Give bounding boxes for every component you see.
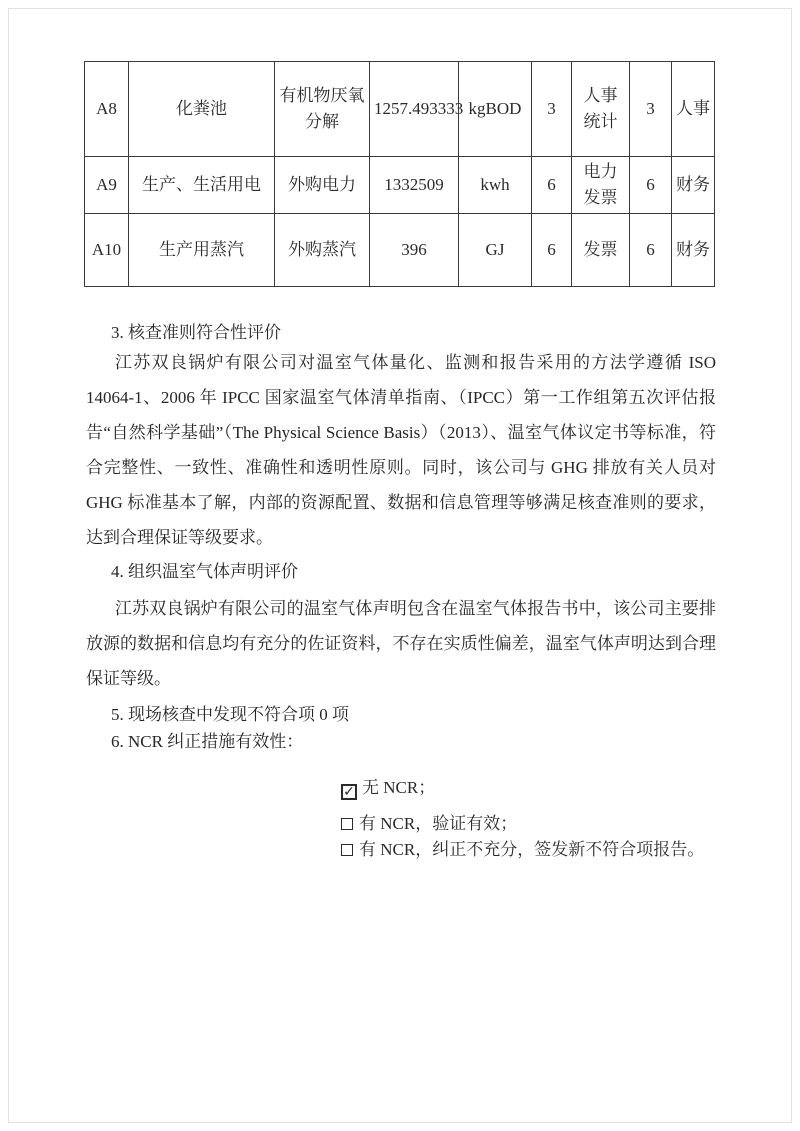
unit-cell: kgBOD: [459, 62, 532, 157]
section-heading-3: 3. 核查准则符合性评价: [111, 323, 281, 342]
activity-id-cell: A10: [85, 214, 129, 287]
department-cell: 财务: [672, 157, 715, 214]
department-cell: 人事: [672, 62, 715, 157]
activity-name-cell: 化粪池: [129, 62, 275, 157]
checkbox-unchecked-icon[interactable]: [341, 844, 353, 856]
activity-id-cell: A9: [85, 157, 129, 214]
section-3-paragraph: 江苏双良锅炉有限公司对温室气体量化、监测和报告采用的方法学遵循 ISO 14064-1、2006 年 IPCC 国家温室气体清单指南、（IPCC）第一工作组第五次评估报告“自然科学基础”（The Physical Science Basis）（2013）、温室气体议定书等标准，符合完整性、一致性、准确性和透明性原则。同时，该公司与 GHG 排放有关人员对 GHG 标准基本了解，内部的资源配置、数据和信息管理等够满足核查准则的要求，达到合理保证等级要求。: [86, 353, 716, 547]
checklist-item-ncr-verified: [341, 811, 704, 837]
activity-value-cell: 396: [370, 214, 459, 287]
checklist-item-label: 有 NCR，纠正不充分，签发新不符合项报告。: [359, 840, 705, 859]
section-heading-6: 6. NCR 纠正措施有效性：: [111, 732, 304, 751]
checkbox-unchecked-icon[interactable]: [341, 818, 353, 830]
activity-name-cell: 生产用蒸汽: [129, 214, 275, 287]
activity-category-cell: 有机物厌氧分解: [275, 62, 370, 157]
count2-cell: 3: [630, 62, 672, 157]
table-row: [85, 62, 715, 157]
count1-cell: 3: [532, 62, 572, 157]
section-4-paragraph: 江苏双良锅炉有限公司的温室气体声明包含在温室气体报告书中，该公司主要排放源的数据和信息均有充分的佐证资料，不存在实质性偏差，温室气体声明达到合理保证等级。: [86, 599, 716, 688]
table-row: [85, 214, 715, 287]
count2-cell: 6: [630, 214, 672, 287]
ncr-checklist: [341, 775, 704, 863]
activity-id-cell: A8: [85, 62, 129, 157]
table-row: [85, 157, 715, 214]
section-heading-4: 4. 组织温室气体声明评价: [111, 562, 298, 581]
document-page: [8, 8, 792, 1123]
department-cell: 财务: [672, 214, 715, 287]
evidence-cell: 人事统计: [572, 62, 630, 157]
count1-cell: 6: [532, 157, 572, 214]
activity-value-cell: 1332509: [370, 157, 459, 214]
checklist-item-label: 无 NCR；: [362, 778, 436, 797]
unit-cell: kwh: [459, 157, 532, 214]
activity-name-cell: 生产、生活用电: [129, 157, 275, 214]
evidence-cell: 电力发票: [572, 157, 630, 214]
evidence-cell: 发票: [572, 214, 630, 287]
count2-cell: 6: [630, 157, 672, 214]
checklist-item-ncr-insufficient: [341, 837, 704, 863]
count1-cell: 6: [532, 214, 572, 287]
checklist-item-label: 有 NCR，验证有效；: [359, 814, 518, 833]
section-heading-5: 5. 现场核查中发现不符合项 0 项: [111, 705, 349, 724]
checkbox-checked-icon[interactable]: [341, 784, 357, 800]
check-mark-icon: ✓: [343, 784, 355, 800]
emission-activity-table: [84, 61, 715, 287]
unit-cell: GJ: [459, 214, 532, 287]
activity-category-cell: 外购电力: [275, 157, 370, 214]
activity-value-cell: 1257.493333: [370, 62, 459, 157]
activity-category-cell: 外购蒸汽: [275, 214, 370, 287]
checklist-item-no-ncr: [341, 775, 704, 801]
